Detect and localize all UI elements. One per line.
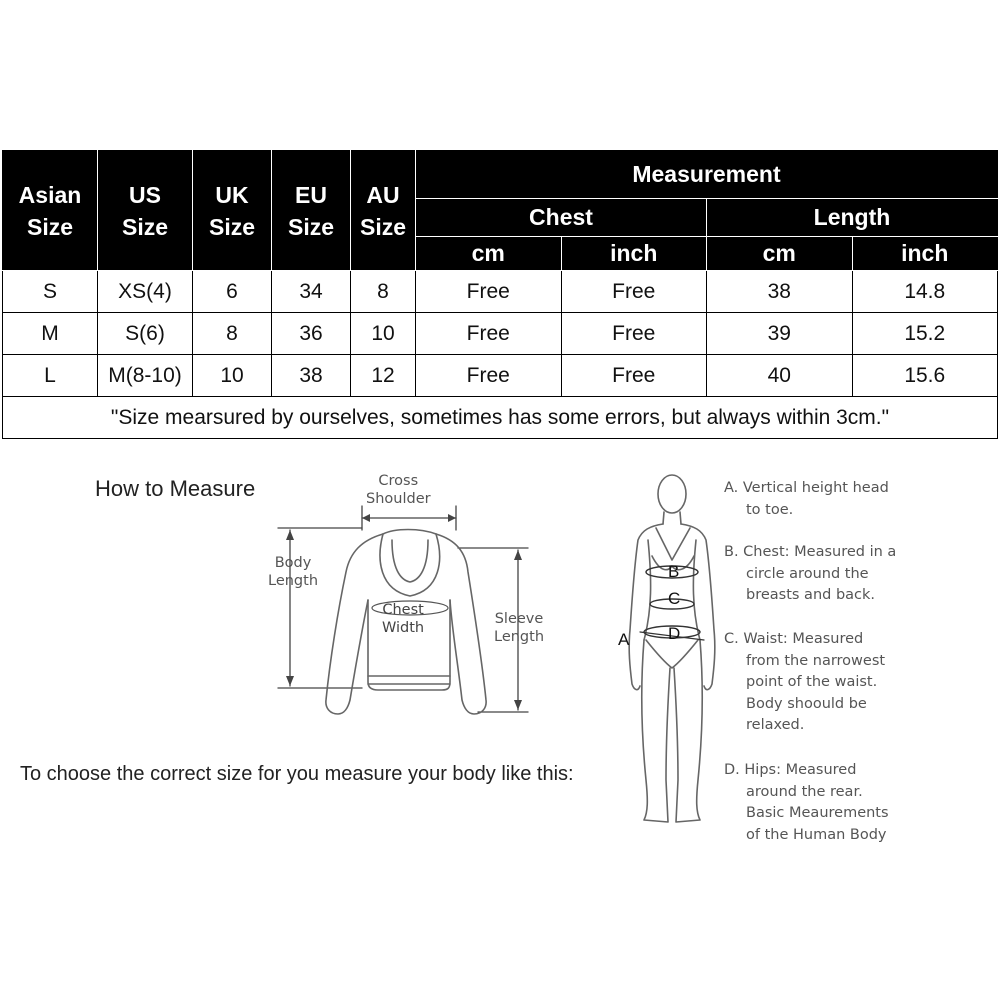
- cell-au-size: 8: [351, 271, 416, 313]
- cell-chest-cm: Free: [416, 355, 562, 397]
- cell-chest-inch: Free: [561, 355, 707, 397]
- legend-waist: C. Waist: Measured from the narrowest point of the waist. Body shoould be relaxed.: [724, 631, 886, 733]
- header-uk-size: UK Size: [193, 151, 272, 271]
- cell-us-size: S(6): [98, 313, 193, 355]
- cell-eu-size: 34: [272, 271, 351, 313]
- header-measurement: Measurement: [416, 151, 998, 199]
- cell-asian-size: M: [3, 313, 98, 355]
- letter-c-label: C: [668, 589, 681, 608]
- body-drawing: [629, 475, 715, 822]
- header-eu-size: EU Size: [272, 151, 351, 271]
- cell-chest-inch: Free: [561, 271, 707, 313]
- letter-a-label: A: [618, 630, 630, 649]
- cell-uk-size: 6: [193, 271, 272, 313]
- header-chest-inch: inch: [561, 237, 707, 271]
- header-chest-cm: cm: [416, 237, 562, 271]
- cell-chest-cm: Free: [416, 313, 562, 355]
- body-length-label: Body Length: [268, 555, 319, 589]
- header-length-cm: cm: [707, 237, 853, 271]
- cell-uk-size: 8: [193, 313, 272, 355]
- header-length-inch: inch: [852, 237, 998, 271]
- cell-uk-size: 10: [193, 355, 272, 397]
- cell-us-size: XS(4): [98, 271, 193, 313]
- letter-b-label: B: [668, 562, 680, 581]
- cell-length-inch: 15.2: [852, 313, 998, 355]
- cell-chest-inch: Free: [561, 313, 707, 355]
- cell-au-size: 12: [351, 355, 416, 397]
- cell-eu-size: 38: [272, 355, 351, 397]
- cell-us-size: M(8-10): [98, 355, 193, 397]
- cell-asian-size: L: [3, 355, 98, 397]
- legend-hips: D. Hips: Measured around the rear. Basic Meaurements of the Human Body: [724, 762, 889, 843]
- cell-au-size: 10: [351, 313, 416, 355]
- cell-length-inch: 14.8: [852, 271, 998, 313]
- header-au-size: AU Size: [351, 151, 416, 271]
- legend-height: A. Vertical height head to toe.: [724, 480, 889, 518]
- header-us-size: US Size: [98, 151, 193, 271]
- chest-width-label: Chest Width: [382, 602, 425, 636]
- header-asian-size: Asian Size: [3, 151, 98, 271]
- cell-length-inch: 15.6: [852, 355, 998, 397]
- how-to-measure-title: How to Measure: [95, 476, 256, 501]
- cell-length-cm: 39: [707, 313, 853, 355]
- cell-asian-size: S: [3, 271, 98, 313]
- letter-d-label: D: [668, 624, 681, 643]
- header-length: Length: [707, 199, 998, 237]
- sleeve-length-label: Sleeve Length: [494, 611, 545, 645]
- cell-length-cm: 38: [707, 271, 853, 313]
- cell-chest-cm: Free: [416, 271, 562, 313]
- legend-chest: B. Chest: Measured in a circle around the breasts and back.: [724, 544, 897, 603]
- cell-length-cm: 40: [707, 355, 853, 397]
- cell-eu-size: 36: [272, 313, 351, 355]
- choose-size-instruction: To choose the correct size for you measure your body like this:: [20, 763, 574, 785]
- measurement-note: "Size mearsured by ourselves, sometimes has some errors, but always within 3cm.": [3, 397, 998, 439]
- cross-shoulder-label: Cross Shoulder: [366, 473, 431, 507]
- header-chest: Chest: [416, 199, 707, 237]
